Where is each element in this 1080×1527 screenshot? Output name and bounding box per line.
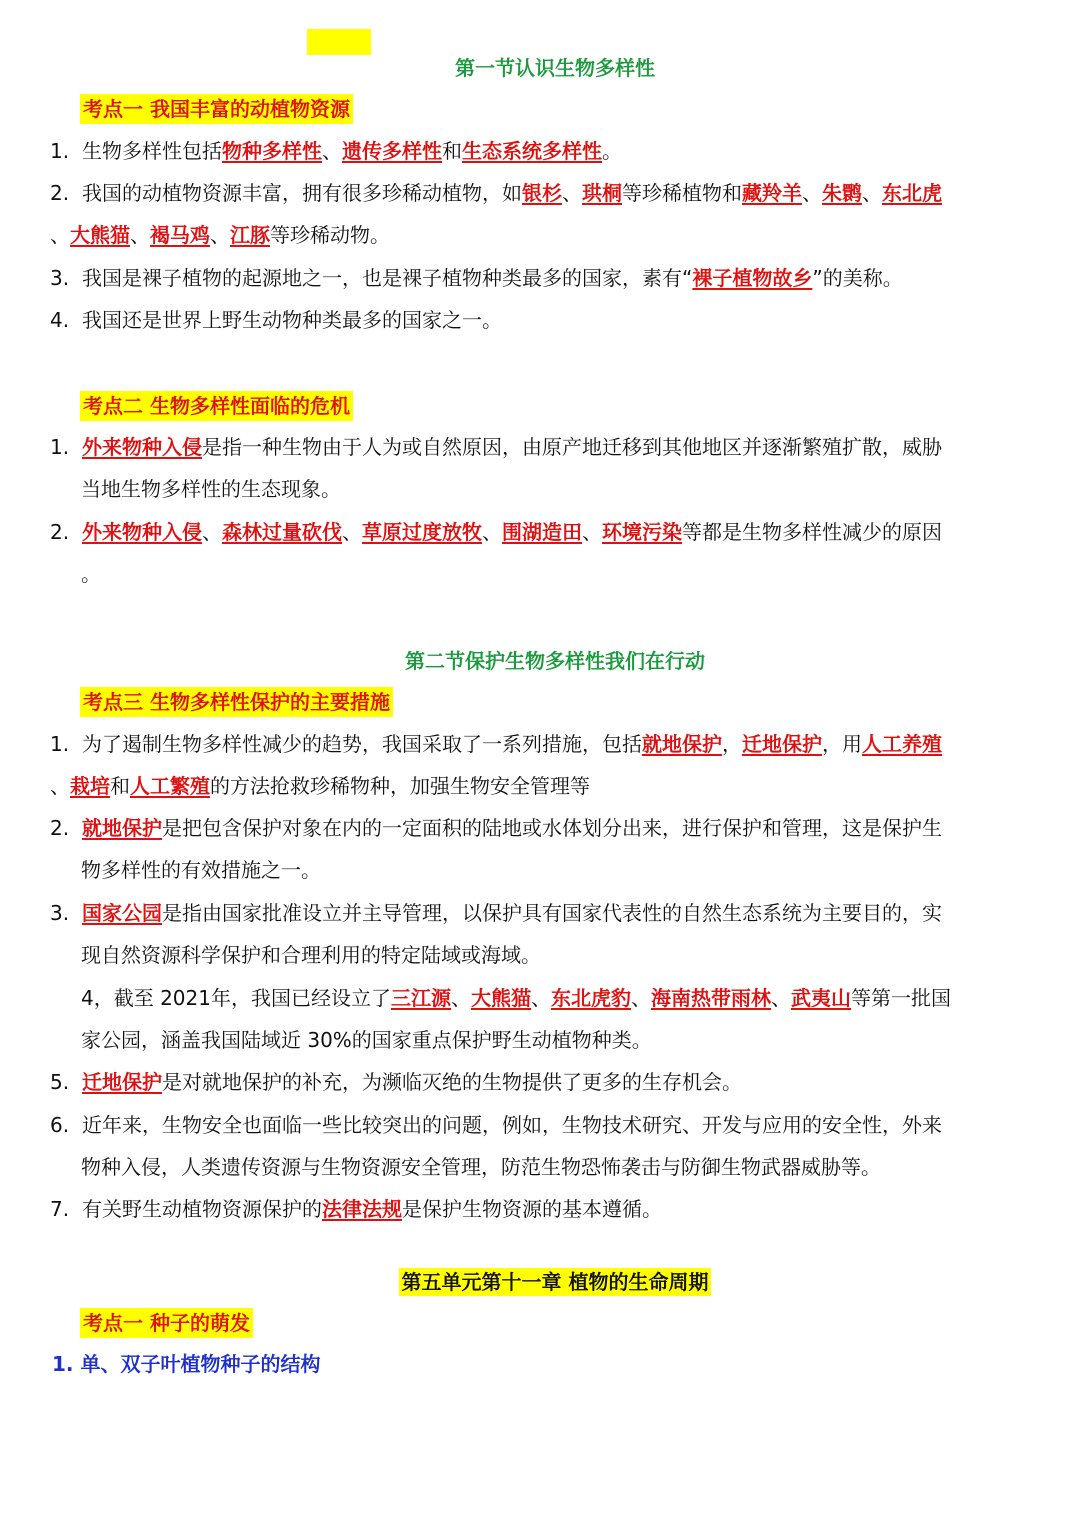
item-text: 为了遏制生物多样性减少的趋势，我国采取了一系列措施，包括 <box>82 732 642 756</box>
item-text: ，用 <box>822 732 862 756</box>
keyword: 森林过量砍伐 <box>222 520 342 544</box>
item-text: 、 <box>450 986 471 1010</box>
keyword: 江豚 <box>230 223 270 247</box>
section-1-title: 第一节认识生物多样性 <box>455 56 655 80</box>
item-text: 、 <box>482 520 502 544</box>
keyword: 遗传多样性 <box>342 139 442 163</box>
item-text: 当地生物多样性的生态现象。 <box>81 477 341 501</box>
item-text: 是保护生物资源的基本遵循。 <box>402 1197 662 1221</box>
item-number: 3. <box>50 266 70 290</box>
chapter-title-text: 第五单元第十一章 植物的生命周期 <box>399 1268 712 1296</box>
keyword: 生态系统多样性 <box>462 139 602 163</box>
item-text: 和 <box>110 774 130 798</box>
item-text: 、 <box>342 520 362 544</box>
keyword: 物种多样性 <box>222 139 322 163</box>
item-text: 近年来，生物安全也面临一些比较突出的问题，例如，生物技术研究、开发与应用的安全性，外来 <box>82 1113 942 1137</box>
item-text: ， <box>722 732 742 756</box>
item-text: 有关野生动植物资源保护的 <box>82 1197 322 1221</box>
item-number: 3. <box>50 901 70 925</box>
list-item <box>50 426 1022 510</box>
list-item <box>50 723 1022 807</box>
keyword: 珙桐 <box>582 181 622 205</box>
item-text: 等珍稀动物。 <box>270 223 390 247</box>
chapter-kaodian-1-heading: 考点一 种子的萌发 <box>80 1308 253 1338</box>
item-text: 、 <box>50 774 70 798</box>
keyword: 银杉 <box>522 181 562 205</box>
chapter-title <box>0 1266 1080 1295</box>
item-text: 、 <box>862 181 882 205</box>
item-text: 我国还是世界上野生动物种类最多的国家之一。 <box>82 308 502 332</box>
item-text: 物多样性的有效措施之一。 <box>81 858 321 882</box>
item-text: 、 <box>210 223 230 247</box>
item-number: 2. <box>50 816 70 840</box>
item-text: 生物多样性包括 <box>82 139 222 163</box>
list-item <box>50 130 1022 172</box>
item-text: 是指由国家批准设立并主导管理，以保护具有国家代表性的自然生态系统为主要目的，实 <box>162 901 942 925</box>
keyword: 东北虎豹 <box>550 986 631 1010</box>
keyword: 草原过度放牧 <box>362 520 482 544</box>
item-number: 4. <box>50 308 70 332</box>
list-item <box>50 257 1022 299</box>
item-text: 、 <box>202 520 222 544</box>
item-number: 2. <box>50 181 70 205</box>
item-number: 1. <box>50 435 70 459</box>
section-2-title: 第二节保护生物多样性我们在行动 <box>405 649 705 673</box>
list-item <box>50 511 1022 595</box>
keyword: 海南热带雨林 <box>650 986 771 1010</box>
item-text: 。 <box>81 562 101 586</box>
item-number: 7. <box>50 1197 70 1221</box>
keyword: 外来物种入侵 <box>82 520 202 544</box>
item-text: 我国的动植物资源丰富，拥有很多珍稀动植物，如 <box>82 181 522 205</box>
keyword: 围湖造田 <box>502 520 582 544</box>
item-text: 是指一种生物由于人为或自然原因，由原产地迁移到其他地区并逐渐繁殖扩散，威胁 <box>202 435 942 459</box>
item-text: 等第一批国 <box>850 986 951 1010</box>
item-number: 1. <box>50 732 70 756</box>
keyword: 裸子植物故乡 <box>692 266 813 290</box>
keyword: 东北虎 <box>882 181 942 205</box>
item-number: 6. <box>50 1113 70 1137</box>
keyword: 环境污染 <box>602 520 682 544</box>
keyword: 大熊猫 <box>470 986 531 1010</box>
keyword: 藏羚羊 <box>742 181 802 205</box>
list-item <box>50 1188 1022 1230</box>
item-text: 、 <box>562 181 582 205</box>
list-item <box>50 807 1022 891</box>
item-text: 、 <box>770 986 791 1010</box>
keyword: 迁地保护 <box>82 1070 162 1094</box>
item-text: 、 <box>322 139 342 163</box>
list-item <box>50 299 1022 341</box>
keyword: 外来物种入侵 <box>82 435 202 459</box>
keyword: 就地保护 <box>82 816 162 840</box>
list-item <box>50 892 1022 976</box>
keyword: 迁地保护 <box>742 732 822 756</box>
kaodian-3-heading: 考点三 生物多样性保护的主要措施 <box>80 687 393 717</box>
item-text: 是对就地保护的补充，为濒临灭绝的生物提供了更多的生存机会。 <box>162 1070 742 1094</box>
kaodian-2-heading: 考点二 生物多样性面临的危机 <box>80 391 353 421</box>
item-number: 1. <box>50 139 70 163</box>
item-text: 4，截至 2021年，我国已经设立了 <box>81 986 391 1010</box>
keyword: 法律法规 <box>322 1197 402 1221</box>
list-item <box>50 977 1022 1061</box>
item-text: 、 <box>582 520 602 544</box>
item-text: 、 <box>530 986 551 1010</box>
keyword: 国家公园 <box>82 901 162 925</box>
list-item <box>50 172 1022 256</box>
item-text: 家公园，涵盖我国陆域近 30%的国家重点保护野生动植物种类。 <box>81 1028 652 1052</box>
keyword: 朱鹮 <box>822 181 862 205</box>
item-text: 、 <box>630 986 651 1010</box>
keyword: 人工繁殖 <box>130 774 210 798</box>
item-text: 物种入侵，人类遗传资源与生物资源安全管理，防范生物恐怖袭击与防御生物武器威胁等。 <box>81 1155 881 1179</box>
item-text: 。 <box>602 139 622 163</box>
keyword: 就地保护 <box>642 732 722 756</box>
item-text: 、 <box>802 181 822 205</box>
item-text: 的方法抢救珍稀物种，加强生物安全管理等 <box>210 774 590 798</box>
kaodian-1-heading: 考点一 我国丰富的动植物资源 <box>80 94 353 124</box>
item-text: 、 <box>130 223 150 247</box>
item-text: ”的美称。 <box>812 266 903 290</box>
item-text: 等珍稀植物和 <box>622 181 742 205</box>
item-text: 现自然资源科学保护和合理利用的特定陆域或海域。 <box>81 943 541 967</box>
item-text: 和 <box>442 139 462 163</box>
list-item <box>50 1061 1022 1103</box>
item-number: 2. <box>50 520 70 544</box>
keyword: 栽培 <box>70 774 110 798</box>
list-item <box>50 1104 1022 1188</box>
keyword: 三江源 <box>390 986 451 1010</box>
keyword: 人工养殖 <box>862 732 942 756</box>
item-text: 我国是裸子植物的起源地之一，也是裸子植物种类最多的国家，素有“ <box>82 266 693 290</box>
item-number: 5. <box>50 1070 70 1094</box>
chapter-item-1: 1. 单、双子叶植物种子的结构 <box>52 1352 321 1376</box>
item-text: 、 <box>50 223 70 247</box>
keyword: 大熊猫 <box>70 223 130 247</box>
item-text: 是把包含保护对象在内的一定面积的陆地或水体划分出来，进行保护和管理，这是保护生 <box>162 816 942 840</box>
keyword: 武夷山 <box>790 986 851 1010</box>
item-text: 等都是生物多样性减少的原因 <box>682 520 942 544</box>
keyword: 褐马鸡 <box>150 223 210 247</box>
